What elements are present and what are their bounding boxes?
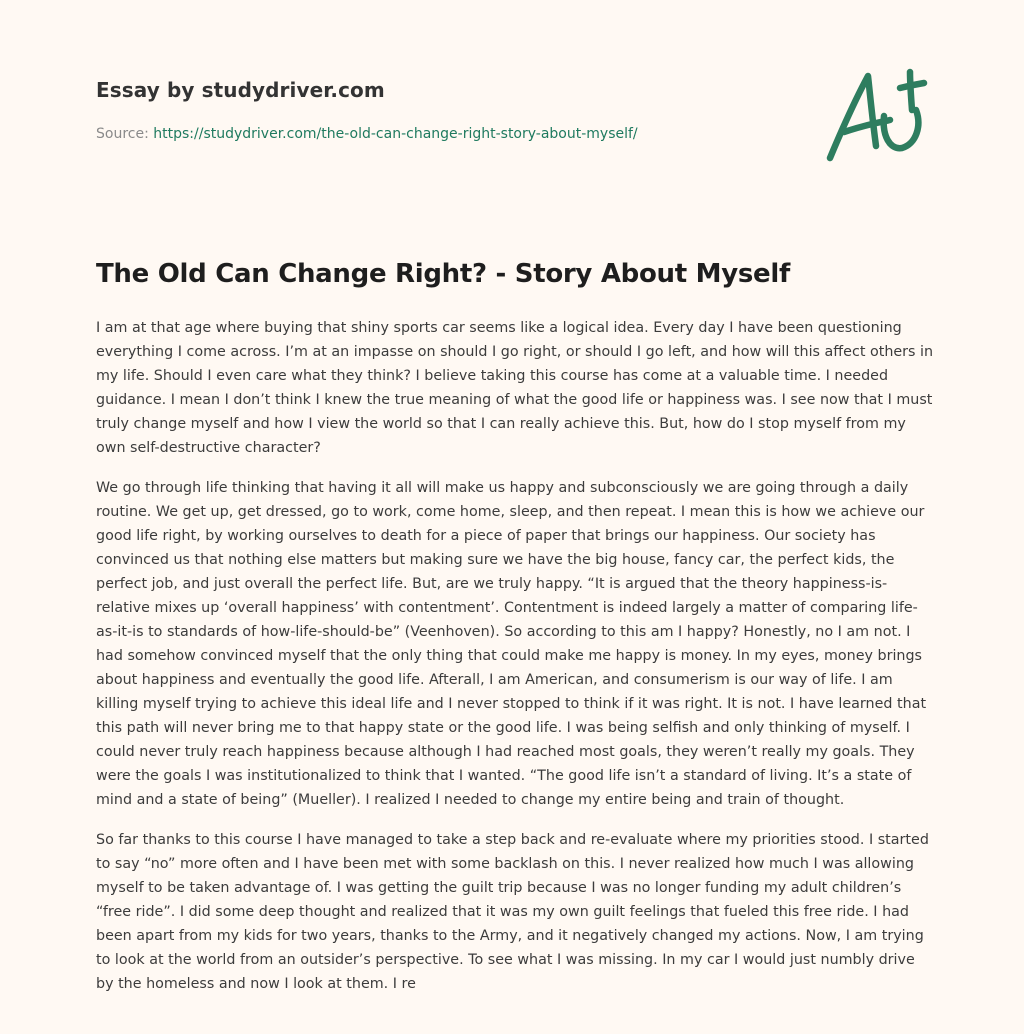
paragraph: We go through life thinking that having it all will make us happy and subconsciously we are going through a daily routine. We get up, get dressed, go to work, come home, sleep, and then repeat. I mean this is how we achieve our good life right, by working ourselves to death for a piece of paper that brings our happiness. Our society has convinced us that nothing else matters but making sure we have the big house, fancy car, the perfect kids, the perfect job, and just overall the perfect life. But, are we truly happy. “It is argued that the theory happiness-is-relative mixes up ‘overall happiness’ with contentment’. Contentment is indeed largely a matter of comparing life-as-it-is to standards of how-life-should-be” (Veenhoven). So according to this am I happy? Honestly, no I am not. I had somehow convinced myself that the only thing that could make me happy is money. In my eyes, money brings about happiness and eventually the good life. Afterall, I am American, and consumerism is our way of life. I am killing myself trying to achieve this ideal life and I never stopped to think if it was right. It is not. I have learned that this path will never bring me to that happy state or the good life. I was being selfish and only thinking of myself. I could never truly reach happiness because although I had reached most goals, they weren’t really my goals. They were the goals I was institutionalized to think that I wanted. “The good life isn’t a standard of living. It’s a state of mind and a state of being” (Mueller). I realized I needed to change my entire being and train of thought.	[96, 480, 927, 808]
paragraph: So far thanks to this course I have managed to take a step back and re-evaluate where my priorities stood. I started to say “no” more often and I have been met with some backlash on this. I never realized how much I was allowing myself to be taken advantage of. I was getting the guilt trip because I was no longer funding my adult children’s “free ride”. I did some deep thought and realized that it was my own guilt feelings that fueled this free ride. I had been apart from my kids for two years, thanks to the Army, and it negatively changed my actions. Now, I am trying to look at the world from an outsider’s perspective. To see what I was missing. In my car I would just numbly drive by the homeless and now I look at them. I re	[96, 832, 929, 992]
paragraph: I am at that age where buying that shiny sports car seems like a logical idea. Every day I have been questioning everything I come across. I’m at an impasse on should I go right, or should I go left, and how will this affect others in my life. Should I even care what they think? I believe taking this course has come at a valuable time. I needed guidance. I mean I don’t think I knew the true meaning of what the good life or happiness was. I see now that I must truly change myself and how I view the world so that I can really achieve this. But, how do I stop myself from my own self-destructive character?	[96, 320, 934, 456]
source-line	[96, 124, 796, 144]
source-link[interactable]: https://studydriver.com/the-old-can-change-right-story-about-myself/	[153, 126, 638, 142]
essay-header	[96, 76, 796, 144]
source-label: Source:	[96, 126, 154, 142]
article-body	[96, 316, 936, 1012]
article-title: The Old Can Change Right? - Story About Myself	[96, 259, 790, 289]
a-plus-grade-icon	[820, 64, 932, 168]
site-title: Essay by studydriver.com	[96, 78, 385, 102]
